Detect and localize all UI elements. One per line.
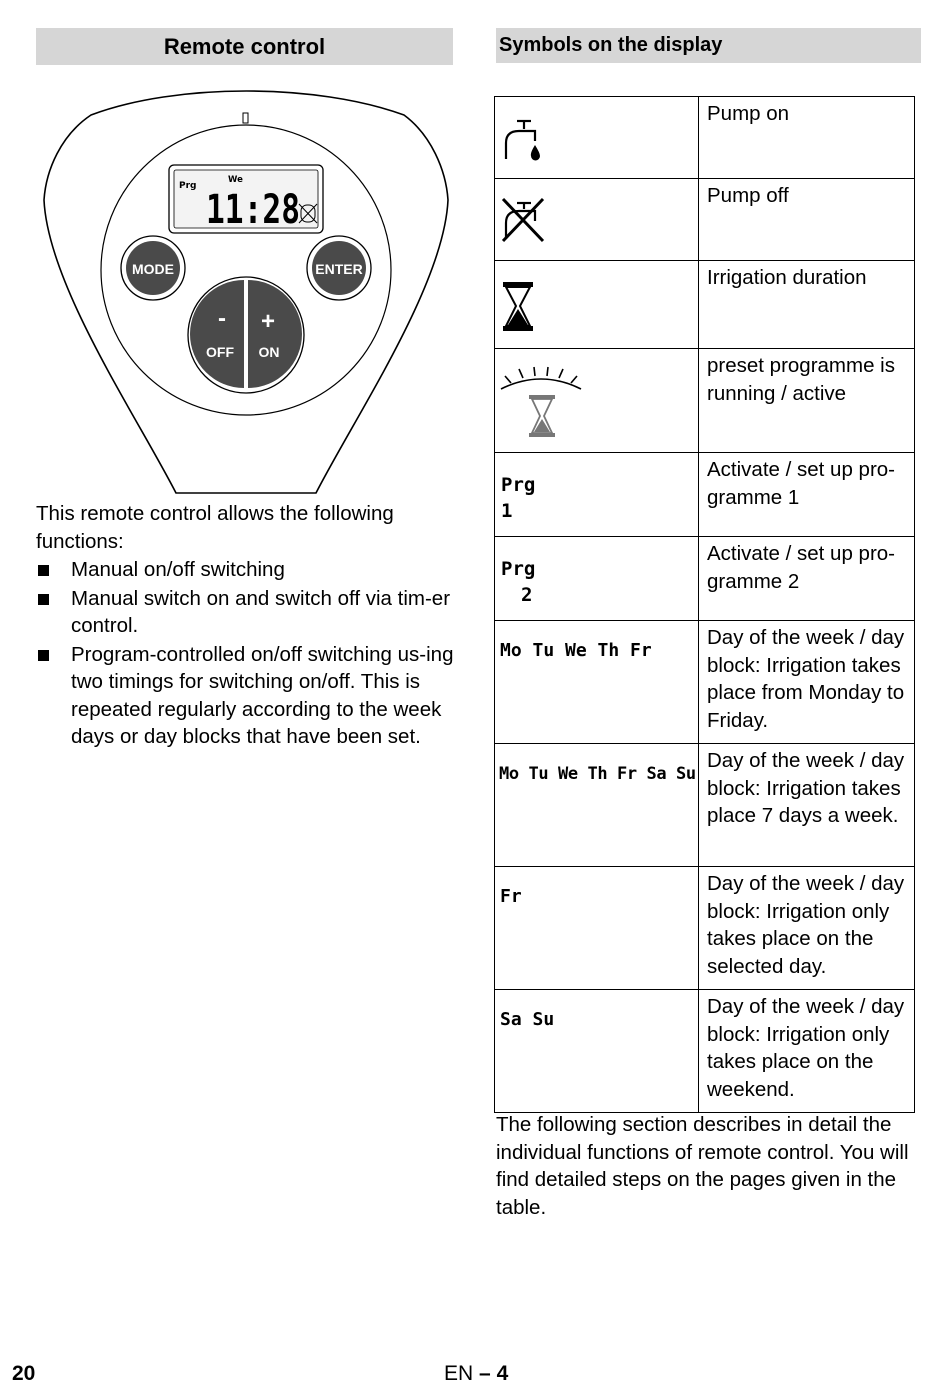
table-row	[495, 453, 915, 537]
minus-label: -	[218, 305, 226, 332]
on-label: ON	[258, 344, 280, 360]
symbol-all-days: Mo Tu We Th Fr Sa Su	[499, 764, 696, 784]
pump-off-icon	[501, 195, 551, 250]
enter-button-label: ENTER	[315, 261, 363, 277]
symbol-friday: Fr	[500, 886, 522, 907]
row-description: Pump off	[699, 179, 915, 261]
table-row	[495, 867, 915, 990]
page-footer-label	[444, 1362, 508, 1386]
sub-page-number: 4	[496, 1362, 509, 1385]
hourglass-icon	[502, 281, 542, 337]
table-row	[495, 261, 915, 349]
row-description: preset programme is running / active	[699, 349, 915, 453]
lcd-time-text: 11:28	[206, 187, 300, 233]
off-label: OFF	[206, 344, 234, 360]
row-description: Day of the week / day block: Irrigation takes place 7 days a week.	[699, 744, 915, 867]
table-row	[495, 349, 915, 453]
lcd-day-text: We	[228, 175, 243, 185]
symbol-prg-label: Prg	[501, 474, 536, 496]
outro-text: The following section describes in detail the individual functions of remote control. You will find detailed steps on the pages given in the table.	[496, 1113, 909, 1219]
row-description: Activate / set up pro-gramme 2	[699, 537, 915, 621]
remote-control-illustration	[36, 85, 456, 500]
function-list	[36, 556, 461, 751]
symbol-prg-label: Prg	[501, 558, 536, 580]
remote-control-heading: Remote control	[36, 28, 453, 65]
symbol-weekend: Sa Su	[500, 1009, 555, 1030]
row-description: Activate / set up pro-gramme 1	[699, 453, 915, 537]
pump-on-icon	[501, 115, 551, 170]
mode-button[interactable]	[121, 236, 185, 300]
language-code: EN	[444, 1362, 474, 1385]
enter-button[interactable]	[307, 236, 371, 300]
symbol-prg-number: 2	[521, 584, 533, 606]
list-item: Manual switch on and switch off via tim-er control.	[36, 585, 461, 640]
square-bullet-icon	[38, 565, 49, 576]
lcd-prg-text: Prg	[179, 181, 197, 191]
programme-running-icon	[499, 365, 589, 440]
table-row	[495, 179, 915, 261]
row-description: Pump on	[699, 97, 915, 179]
row-description: Irrigation duration	[699, 261, 915, 349]
square-bullet-icon	[38, 594, 49, 605]
symbols-heading: Symbols on the display	[496, 28, 921, 63]
mode-button-label: MODE	[132, 261, 174, 277]
symbol-prg-number: 1	[501, 500, 513, 522]
list-item: Program-controlled on/off switching us-ing two timings for switching on/off. This is repeated regularly according to the week days or day blocks that have been set.	[36, 641, 461, 751]
row-description: Day of the week / day block: Irrigation takes place from Monday to Friday.	[699, 621, 915, 744]
table-row	[495, 537, 915, 621]
symbols-table	[494, 96, 915, 1113]
row-description: Day of the week / day block: Irrigation only takes place on the selected day.	[699, 867, 915, 990]
square-bullet-icon	[38, 650, 49, 661]
table-row	[495, 744, 915, 867]
table-row	[495, 990, 915, 1113]
intro-section	[36, 500, 461, 752]
footer-dash: –	[479, 1362, 491, 1385]
table-row	[495, 97, 915, 179]
symbol-weekdays: Mo Tu We Th Fr	[500, 640, 652, 661]
row-description: Day of the week / day block: Irrigation only takes place on the weekend.	[699, 990, 915, 1113]
intro-text: This remote control allows the following functions:	[36, 502, 394, 553]
table-row	[495, 621, 915, 744]
list-item: Manual on/off switching	[36, 556, 461, 584]
plus-label: +	[260, 308, 276, 335]
page-number: 20	[12, 1362, 36, 1385]
